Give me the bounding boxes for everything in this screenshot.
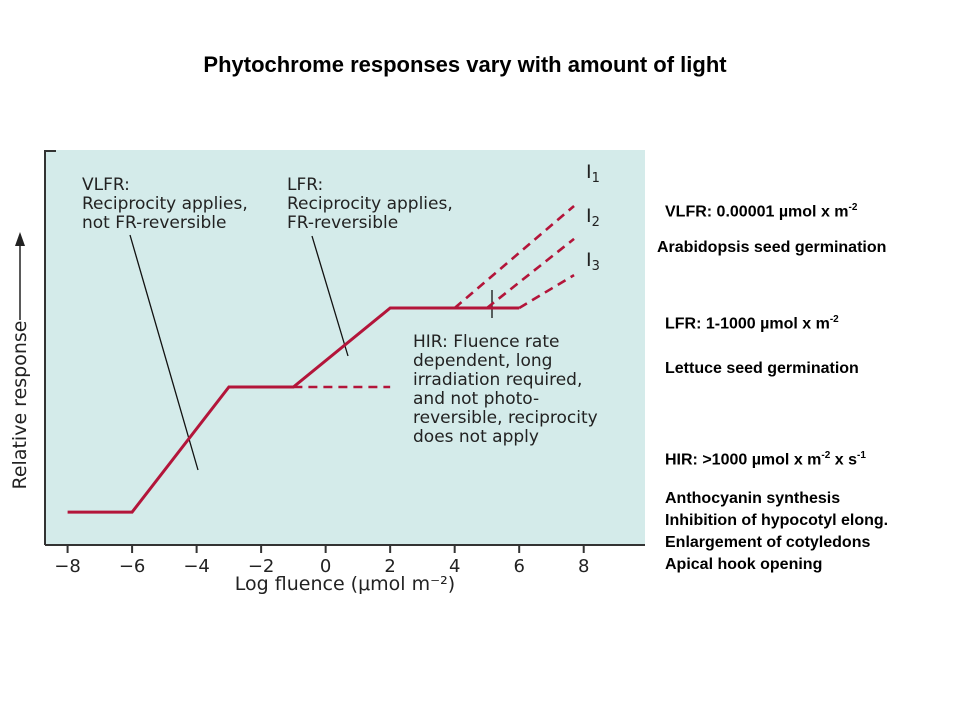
x-ticks [68,545,584,553]
hir-example-item: Inhibition of hypocotyl elong. [665,512,889,529]
x-tick-label: −6 [118,556,146,577]
lfr-heading: LFR: 1-1000 µmol x $m^{-2}$ [665,314,839,333]
page-title: Phytochrome responses vary with amount of light [203,52,727,77]
lfr-annotation-line: Reciprocity applies, [287,194,453,214]
lfr-example: Lettuce seed germination [665,360,859,377]
lfr-annotation-line: LFR: [287,175,324,195]
x-tick-label: 0 [319,556,332,577]
x-tick-label: 2 [384,556,396,577]
y-axis-label: Relative response [9,320,31,490]
x-tick-label: −4 [183,556,210,577]
hir-examples [665,488,955,576]
hir-annotation-line: dependent, long [413,351,553,371]
vlfr-annotation-line: VLFR: [82,175,130,195]
hir-example-item: Apical hook opening [665,556,823,573]
x-tick-label: −8 [54,556,81,577]
vlfr-annotation-line: not FR-reversible [82,213,227,233]
vlfr-annotation-line: Reciprocity applies, [82,194,248,214]
hir-heading: HIR: >1000 µmol x $m^{-2}$ x $s^{-1}$ [665,450,866,469]
intensity-label-i2: $I_2$ [586,205,600,230]
intensity-label-i3: $I_3$ [586,249,600,274]
vlfr-heading: VLFR: 0.00001 µmol x $m^{-2}$ [665,202,858,221]
intensity-label-i1: $I_1$ [586,161,600,186]
x-tick-label: 6 [513,556,525,577]
x-axis-label: Log fluence (μmol m⁻²) [234,573,456,595]
hir-example-item: Enlargement of cotyledons [665,534,871,551]
vlfr-example: Arabidopsis seed germination [657,239,887,256]
lfr-annotation-line: FR-reversible [287,213,399,233]
hir-annotation-line: HIR: Fluence rate [413,332,560,352]
x-tick-label: 4 [448,556,461,577]
hir-annotation-line: does not apply [413,427,539,447]
hir-annotation-line: and not photo- [413,389,540,409]
x-tick-label: −2 [247,556,275,577]
hir-annotation-line: irradiation required, [413,370,583,390]
hir-annotation-line: reversible, reciprocity [413,408,598,428]
hir-example-item: Anthocyanin synthesis [665,490,841,507]
x-tick-label: 8 [577,556,590,577]
y-axis-arrow [15,232,25,320]
